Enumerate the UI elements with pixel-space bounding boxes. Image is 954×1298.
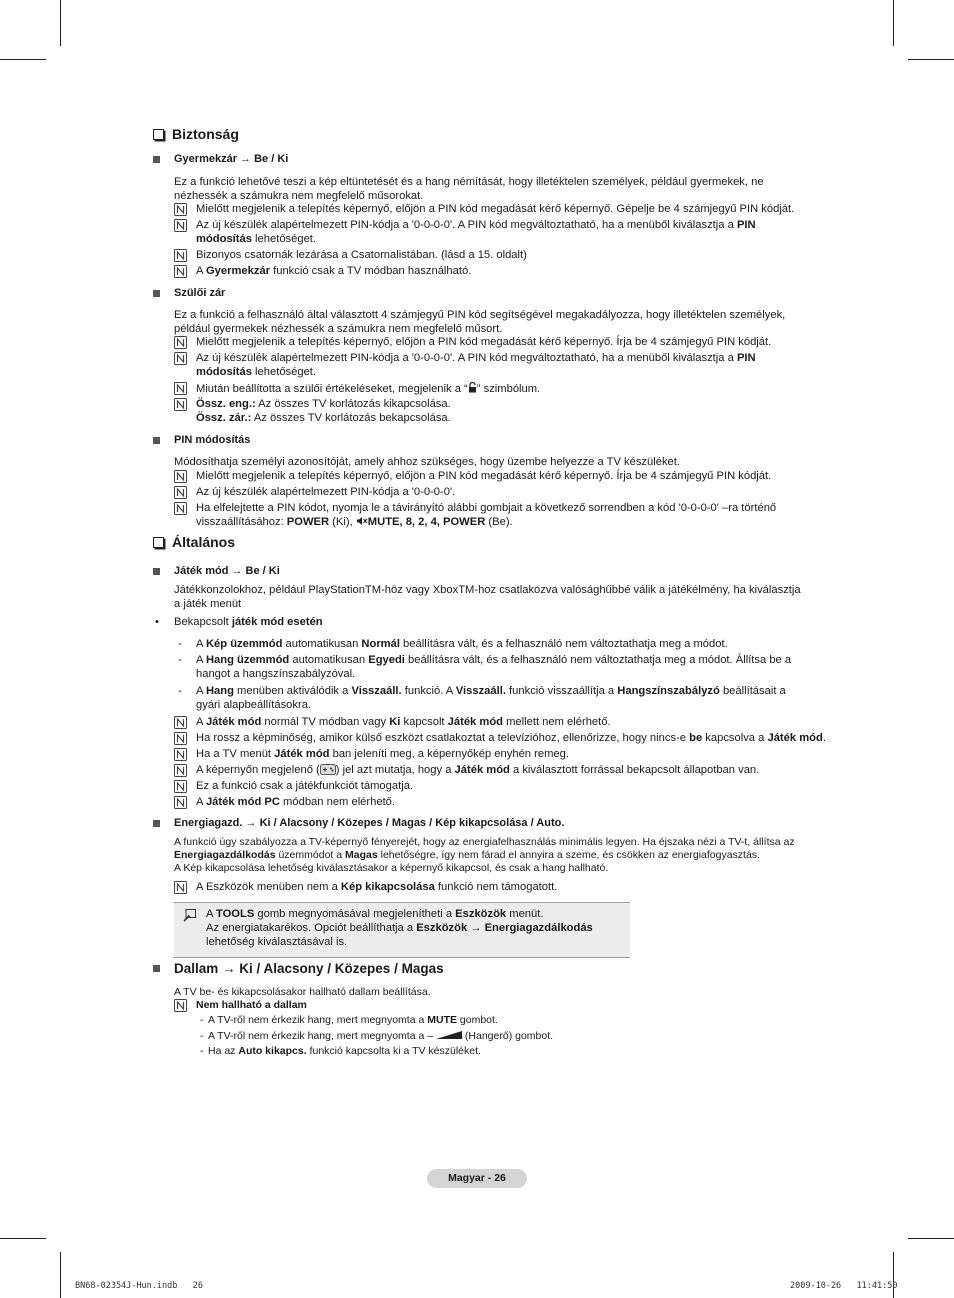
dash-item: - Ha az Auto kikapcs. funkció kapcsolta ki a TV készüléket. bbox=[200, 1045, 481, 1057]
crop-mark bbox=[0, 1238, 46, 1239]
dash-item: - A TV-ről nem érkezik hang, mert megnyomta a MUTE gombot. bbox=[200, 1014, 498, 1026]
heading-pin-modositas: PIN módosítás bbox=[153, 434, 250, 446]
note-icon bbox=[174, 352, 187, 365]
note-icon bbox=[174, 486, 187, 499]
note-icon bbox=[174, 780, 187, 793]
note-icon bbox=[174, 732, 187, 745]
crop-mark bbox=[893, 1252, 894, 1298]
square-bullet-icon bbox=[153, 437, 160, 444]
page-number-badge: Magyar - 26 bbox=[427, 1169, 527, 1188]
checkbox-bullet-icon bbox=[153, 129, 164, 140]
note-icon bbox=[174, 716, 187, 729]
crop-mark bbox=[60, 0, 61, 46]
tools-icon bbox=[183, 909, 196, 922]
note-item: Miután beállította a szülői értékeléseket, megjelenik a “ ” szimbólum. bbox=[174, 382, 829, 397]
note-icon bbox=[174, 249, 187, 262]
crop-mark bbox=[893, 0, 894, 46]
note-item: Ha rossz a képminőség, amikor külső eszközt csatlakoztat a televízióhoz, ellenőrizze, hogy nincs-e be kapcsolva a Játék mód. bbox=[174, 732, 829, 746]
paragraph: A funkció úgy szabályozza a TV-képernyő fényerejét, hogy az energiafelhasználás minimális legyen. Ha éjszaka nézi a TV-t, állítsa az Energiagazdálkodás üzemmódot a Magas lehetőségre, így nem fárad el annyira a szeme, és csökken az energiafogyasztás. A Kép kikapcsolása lehetőség kiválasztásakor a képernyő kikapcsol, és csak a hang hallható. bbox=[174, 836, 795, 874]
paragraph: Ez a funkció lehetővé teszi a kép eltüntetését és a hang némítását, hogy illetéktelen személyek, például gyermekek, ne nézhessék a számukra nem megfelelő műsorokat. bbox=[174, 176, 764, 202]
section-title-altalanos: Általános bbox=[153, 534, 235, 550]
crop-mark bbox=[0, 59, 46, 60]
bullet-item: • Bekapcsolt játék mód esetén bbox=[155, 616, 323, 628]
square-bullet-icon bbox=[153, 290, 160, 297]
note-icon bbox=[174, 881, 187, 894]
tools-tip-box bbox=[174, 902, 630, 958]
paragraph: Módosíthatja személyi azonosítóját, amely ahhoz szükséges, hogy üzembe helyezze a TV készüléket. bbox=[174, 456, 680, 468]
paragraph: Játékkonzolokhoz, például PlayStationTM-höz vagy XboxTM-hoz csatlakozva valósághűbbé válik a játékélmény, ha kiválasztja a játék menüt bbox=[174, 584, 801, 610]
note-item: A Eszközök menüben nem a Kép kikapcsolása funkció nem támogatott. bbox=[174, 881, 829, 895]
note-item: A Játék mód normál TV módban vagy Ki kapcsolt Játék mód mellett nem elérhető. bbox=[174, 716, 829, 730]
note-icon bbox=[174, 382, 187, 395]
lock-icon bbox=[468, 382, 477, 393]
note-item: Az új készülék alapértelmezett PIN-kódja a '0-0-0-0'. A PIN kód megváltoztatható, ha a menüből kiválasztja a PIN módosítás lehetőséget. bbox=[174, 219, 829, 246]
dash-item: - A Hang üzemmód automatikusan Egyedi beállításra vált, és a felhasználó nem változtathatja meg a módot. Állítsa be a hangot a hangszínszabályzóval. bbox=[178, 654, 792, 680]
note-icon bbox=[174, 999, 187, 1012]
note-item: Ha a TV menüt Játék mód ban jeleníti meg, a képernyőkép enyhén remeg. bbox=[174, 748, 829, 762]
note-item: Ez a funkció csak a játékfunkciót támogatja. bbox=[174, 780, 829, 794]
note-item: A képernyőn megjelenő ( ) jel azt mutatja, hogy a Játék mód a kiválasztott forrással bekapcsolt állapotban van. bbox=[174, 764, 829, 778]
heading-jatek-mod: Játék mód → Be / Ki bbox=[153, 565, 280, 577]
note-item: A Gyermekzár funkció csak a TV módban használható. bbox=[174, 265, 829, 279]
crop-mark bbox=[60, 1252, 61, 1298]
note-icon bbox=[174, 796, 187, 809]
note-icon bbox=[174, 764, 187, 777]
imprint-left: BN68-02354J-Hun.indb 26 bbox=[75, 1281, 203, 1291]
note-icon bbox=[174, 470, 187, 483]
dash-item: - A TV-ről nem érkezik hang, mert megnyomta a – (Hangerő) gombot. bbox=[200, 1030, 554, 1042]
square-bullet-icon bbox=[153, 820, 160, 827]
dash-item: - A Kép üzemmód automatikusan Normál beállításra vált, és a felhasználó nem változtathatja meg a módot. bbox=[178, 638, 728, 650]
note-item: Nem hallható a dallam bbox=[174, 999, 829, 1012]
section-title-biztonsag: Biztonság bbox=[153, 126, 239, 142]
square-bullet-icon bbox=[153, 568, 160, 575]
note-item: Ha elfelejtette a PIN kódot, nyomja le a távirányító alábbi gombjait a következő sorrendben a kód '0-0-0-0' –ra történő visszaállításához: POWER (Ki), MUTE, 8, 2, 4, POWER (Be). bbox=[174, 502, 829, 529]
crop-mark bbox=[908, 59, 954, 60]
volume-ramp-icon bbox=[436, 1031, 462, 1040]
square-bullet-icon bbox=[153, 156, 160, 163]
heading-szuloi-zar: Szülői zár bbox=[153, 287, 225, 299]
heading-energiagazd: Energiagazd. → Ki / Alacsony / Közepes / Magas / Kép kikapcsolása / Auto. bbox=[153, 817, 564, 829]
note-icon bbox=[174, 203, 187, 216]
note-item: Mielőtt megjelenik a telepítés képernyő, előjön a PIN kód megadását kérő képernyő. Gépelje be 4 számjegyű PIN kódját. bbox=[174, 203, 829, 217]
tools-tip-text: A TOOLS gomb megnyomásával megjelenítheti a Eszközök menüt. Az energiatakarékos. Opciót beállíthatja a Eszközök → Energiagazdálkodás lehetőség kiválasztásával is. bbox=[206, 908, 593, 948]
note-icon bbox=[174, 336, 187, 349]
crop-mark bbox=[908, 1238, 954, 1239]
imprint-right: 2009-10-26 11:41:50 bbox=[790, 1281, 898, 1291]
note-item: Bizonyos csatornák lezárása a Csatornalistában. (lásd a 15. oldalt) bbox=[174, 249, 829, 263]
checkbox-bullet-icon bbox=[153, 537, 164, 548]
paragraph: Ez a funkció a felhasználó által választott 4 számjegyű PIN kód segítségével megakadályozza, hogy illetéktelen személyek, például gyermekek nézhessék a számukra nem megfelelő műsort. bbox=[174, 309, 786, 335]
note-item: Össz. eng.: Az összes TV korlátozás kikapcsolása. Össz. zár.: Az összes TV korlátozás bekapcsolása. bbox=[174, 398, 829, 425]
note-icon bbox=[174, 748, 187, 761]
note-item: Mielőtt megjelenik a telepítés képernyő, előjön a PIN kód megadását kérő képernyő. Írja be 4 számjegyű PIN kódját. bbox=[174, 470, 829, 484]
note-icon bbox=[174, 265, 187, 278]
note-icon bbox=[174, 219, 187, 232]
note-item: Az új készülék alapértelmezett PIN-kódja a '0-0-0-0'. bbox=[174, 486, 829, 500]
note-item: A Játék mód PC módban nem elérhető. bbox=[174, 796, 829, 810]
gamepad-icon bbox=[320, 764, 336, 775]
paragraph: A TV be- és kikapcsolásakor hallható dallam beállítása. bbox=[174, 986, 431, 998]
note-icon bbox=[174, 502, 187, 515]
heading-dallam: Dallam → Ki / Alacsony / Közepes / Magas bbox=[153, 961, 444, 976]
mute-icon bbox=[356, 516, 368, 526]
note-item: Mielőtt megjelenik a telepítés képernyő, előjön a PIN kód megadását kérő képernyő. Írja be 4 számjegyű PIN kódját. bbox=[174, 336, 829, 350]
dash-item: - A Hang menüben aktiválódik a Visszaáll. funkció. A Visszaáll. funkció visszaállítja a Hangszínszabályzó beállításait a gyári alapbeállításokra. bbox=[178, 685, 786, 711]
square-bullet-icon bbox=[153, 965, 160, 972]
note-item: Az új készülék alapértelmezett PIN-kódja a '0-0-0-0'. A PIN kód megváltoztatható, ha a menüből kiválasztja a PIN módosítás lehetőséget. bbox=[174, 352, 829, 379]
note-icon bbox=[174, 398, 187, 411]
heading-gyermekzar: Gyermekzár → Be / Ki bbox=[153, 153, 288, 165]
